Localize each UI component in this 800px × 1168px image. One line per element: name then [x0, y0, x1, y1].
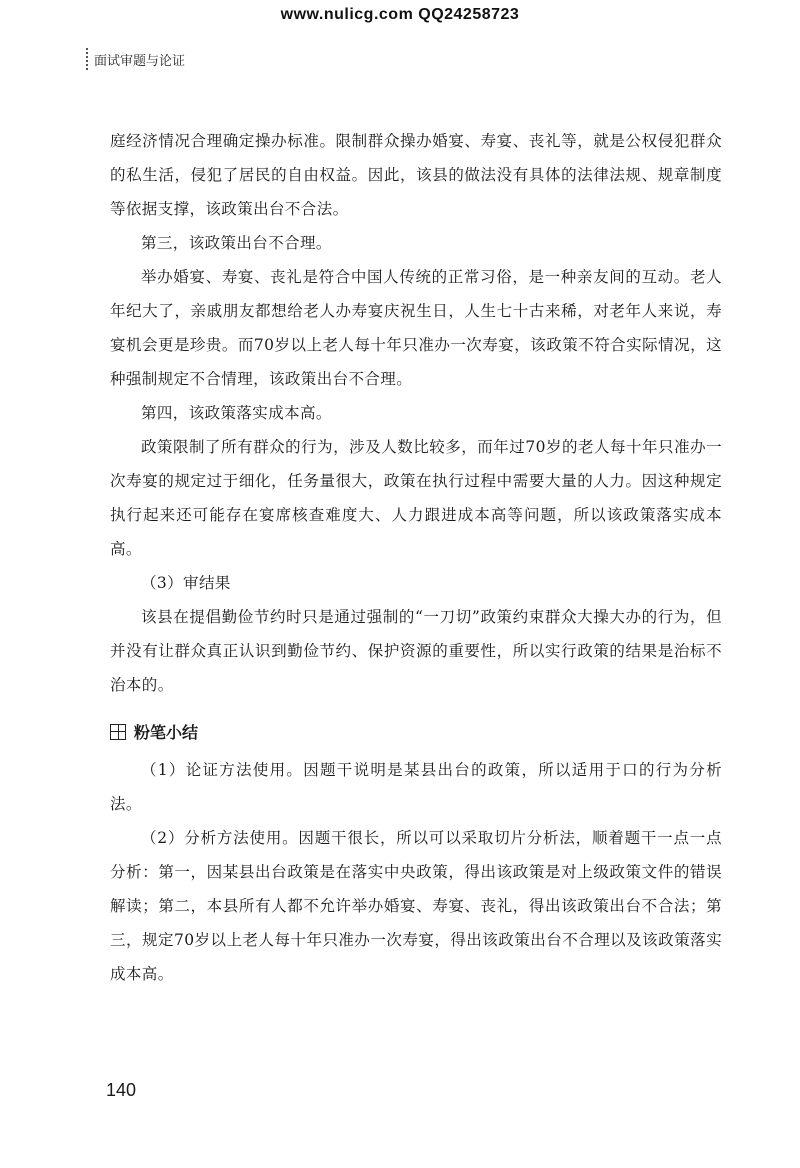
- section-title: 粉笔小结: [134, 723, 199, 742]
- page-body: [110, 124, 722, 991]
- watermark-text: www.nulicg.com QQ24258723: [280, 6, 520, 23]
- paragraph: 第四，该政策落实成本高。: [141, 404, 332, 422]
- paragraph: 该县在提倡勤俭节约时只是通过强制的“一刀切”政策约束群众大操大办的行为，但并没有让群众真正认识到勤俭节约、保护资源的重要性，所以实行政策的结果是治标不治本的。: [110, 608, 722, 694]
- section-heading: [110, 720, 722, 743]
- paragraph: 庭经济情况合理确定操办标准。限制群众操办婚宴、寿宴、丧礼等，就是公权侵犯群众的私生活，侵犯了居民的自由权益。因此，该县的做法没有具体的法律法规、规章制度等依据支撑，该政策出台不合法。: [110, 132, 722, 218]
- header-dotted-rule: [86, 48, 90, 70]
- summary-item: （1）论证方法使用。因题干说明是某县出台的政策，所以适用于口的行为分析法。: [110, 761, 722, 813]
- paragraph: 政策限制了所有群众的行为，涉及人数比较多，而年过70岁的老人每十年只准办一次寿宴的规定过于细化，任务量很大，政策在执行过程中需要大量的人力。因这种规定执行起来还可能存在宴席核查难度大、人力跟进成本高等问题，所以该政策落实成本高。: [110, 438, 722, 558]
- summary-item: （2）分析方法使用。因题干很长，所以可以采取切片分析法，顺着题干一点一点分析：第一，因某县出台政策是在落实中央政策，得出该政策是对上级政策文件的错误解读；第二，本县所有人都不允许举办婚宴、寿宴、丧礼，得出该政策出台不合法；第三，规定70岁以上老人每十年只准办一次寿宴，得出该政策出台不合理以及该政策落实成本高。: [110, 829, 722, 983]
- paragraph: 举办婚宴、寿宴、丧礼是符合中国人传统的正常习俗，是一种亲友间的互动。老人年纪大了，亲戚朋友都想给老人办寿宴庆祝生日，人生七十古来稀，对老年人来说，寿宴机会更是珍贵。而70岁以上老人每十年只准办一次寿宴，该政策不符合实际情况，这种强制规定不合情理，该政策出台不合理。: [110, 268, 722, 388]
- paragraph: 第三，该政策出台不合理。: [141, 234, 332, 252]
- page-number: 140: [106, 1080, 137, 1100]
- subheading: （3）审结果: [141, 574, 231, 592]
- running-header: 面试审题与论证: [94, 54, 186, 69]
- grid-icon: [110, 724, 126, 740]
